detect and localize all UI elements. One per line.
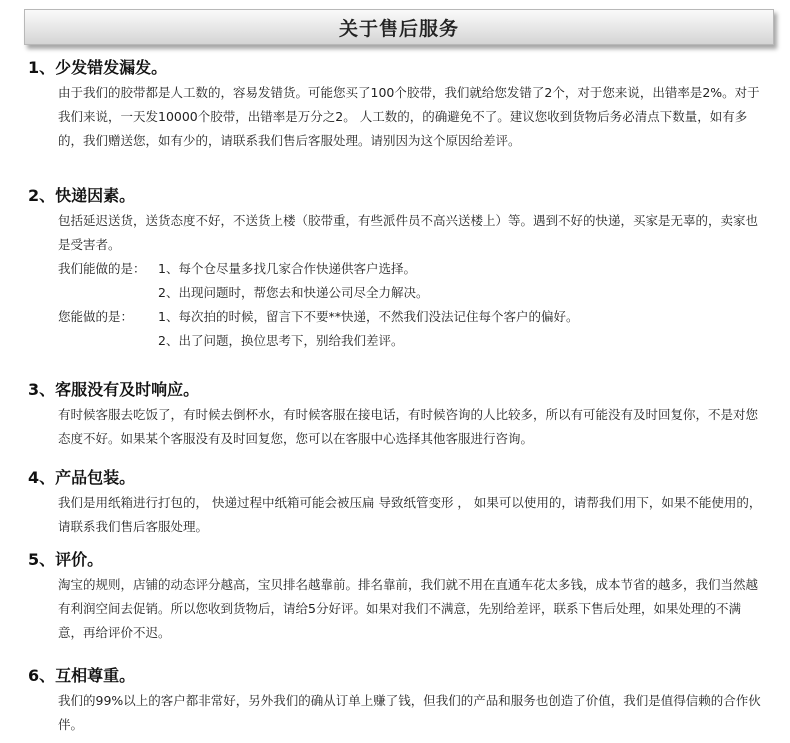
service-content bbox=[28, 55, 768, 743]
section-paragraph: 我们是用纸箱进行打包的， 快递过程中纸箱可能会被压扁 导致纸管变形 ， 如果可以使用的，请帮我们用下，如果不能使用的，请联系我们售后客服处理。 bbox=[58, 495, 762, 534]
section-respect bbox=[28, 663, 768, 743]
section-missing-items bbox=[28, 55, 768, 183]
section-paragraph: 淘宝的规则，店铺的动态评分越高，宝贝排名越靠前。排名靠前，我们就不用在直通车花太多钱，成本节省的越多，我们当然越有利润空间去促销。所以您收到货物后，请给5分好评。如果对我们不满意，先别给差评，联系下售后处理，如果处理的不满意，再给评价不迟。 bbox=[58, 577, 759, 640]
section-heading: 3、客服没有及时响应。 bbox=[28, 380, 200, 399]
list-text: 1、每个仓尽量多找几家合作快递供客户选择。 bbox=[158, 261, 416, 276]
section-heading: 1、少发错发漏发。 bbox=[28, 58, 168, 77]
page-title: 关于售后服务 bbox=[338, 17, 459, 40]
title-banner bbox=[24, 9, 774, 45]
list-label-you: 您能做的是： bbox=[58, 309, 134, 324]
section-customer-service bbox=[28, 377, 768, 465]
list-item bbox=[58, 305, 768, 329]
section-courier bbox=[28, 183, 768, 377]
list-text: 2、出了问题，换位思考下，别给我们差评。 bbox=[158, 333, 404, 348]
list-text: 2、出现问题时，帮您去和快递公司尽全力解决。 bbox=[158, 285, 429, 300]
section-review bbox=[28, 547, 768, 663]
section-heading: 6、互相尊重。 bbox=[28, 666, 136, 685]
section-heading: 4、产品包装。 bbox=[28, 468, 136, 487]
section-paragraph: 我们的99%以上的客户都非常好，另外我们的确从订单上赚了钱，但我们的产品和服务也创造了价值，我们是值得信赖的合作伙伴。 bbox=[58, 693, 761, 732]
list-item bbox=[58, 281, 768, 305]
list-item bbox=[58, 329, 768, 353]
section-heading: 2、快递因素。 bbox=[28, 186, 136, 205]
section-heading: 5、评价。 bbox=[28, 550, 104, 569]
section-paragraph: 由于我们的胶带都是人工数的，容易发错货。可能您买了100个胶带，我们就给您发错了2个，对于您来说，出错率是2%。对于我们来说，一天发10000个胶带，出错率是万分之2。 人工数的，的确避免不了。建议您收到货物后务必清点下数量，如有多的，我们赠送您，如有少的，请联系我们售后客服处理。请别因为这个原因给差评。 bbox=[58, 85, 760, 148]
list-text: 1、每次拍的时候，留言下不要**快递，不然我们没法记住每个客户的偏好。 bbox=[158, 309, 579, 324]
section-paragraph: 包括延迟送货，送货态度不好，不送货上楼（胶带重，有些派件员不高兴送楼上）等。遇到不好的快递，买家是无辜的，卖家也是受害者。 bbox=[58, 213, 759, 252]
list-label-we: 我们能做的是： bbox=[58, 261, 146, 276]
section-packaging bbox=[28, 465, 768, 547]
list-item bbox=[58, 257, 768, 281]
section-paragraph: 有时候客服去吃饭了，有时候去倒杯水，有时候客服在接电话，有时候咨询的人比较多，所以有可能没有及时回复你，不是对您态度不好。如果某个客服没有及时回复您，您可以在客服中心选择其他客服进行咨询。 bbox=[58, 407, 759, 446]
